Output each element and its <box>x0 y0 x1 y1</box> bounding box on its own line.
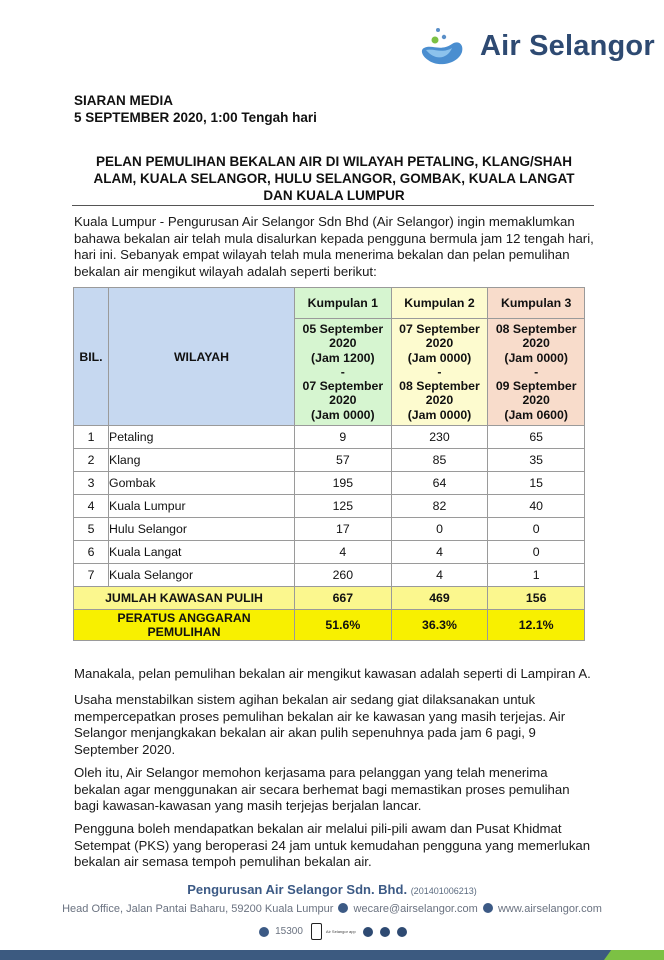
period-line: 2020 <box>329 393 357 408</box>
brand-name: Air Selangor <box>480 29 655 62</box>
col-header-kumpulan-2: Kumpulan 2 <box>391 288 488 319</box>
cell-k1: 17 <box>295 518 392 541</box>
paragraph-lampiran: Manakala, pelan pemulihan bekalan air mengikut kawasan adalah seperti di Lampiran A. <box>74 666 591 681</box>
email-icon <box>338 903 348 913</box>
total-row <box>74 587 585 610</box>
period-line: 08 September <box>495 321 577 336</box>
cell-k2: 4 <box>391 541 488 564</box>
cell-bil: 1 <box>74 426 109 449</box>
period-line: 07 September <box>302 379 384 394</box>
cell-k2: 230 <box>391 426 488 449</box>
twitter-icon[interactable] <box>397 927 407 937</box>
paragraph-pengguna: Pengguna boleh mendapatkan bekalan air melalui pili-pili awam dan Pusat Khidmat Setempat (PKS) yang beroperasi 24 jam untuk kemudahan pengguna yang memerlukan bekalan air semasa tempoh pemulihan bekalan air. <box>74 821 591 869</box>
company-name: Pengurusan Air Selangor Sdn. Bhd. <box>187 882 408 897</box>
paragraph-oleh-itu: Oleh itu, Air Selangor memohon kerjasama para pelanggan yang telah menerima bekalan agar menggunakan air secara berhemat bagi memastikan proses pemulihan bagi kawasan-kawasan yang masih terjejas berjalan lancar. <box>74 765 570 813</box>
cell-k1: 125 <box>295 495 392 518</box>
footer-company <box>0 882 664 897</box>
footer-bar-accent <box>604 950 664 960</box>
cell-bil: 3 <box>74 472 109 495</box>
period-kumpulan-3 <box>488 319 585 426</box>
cell-wilayah: Kuala Lumpur <box>109 495 295 518</box>
period-line: 08 September <box>399 379 480 394</box>
cell-k1: 4 <box>295 541 392 564</box>
total-k2: 469 <box>391 587 488 610</box>
period-line: (Jam 0000) <box>311 407 375 422</box>
percent-label <box>74 610 295 641</box>
cell-wilayah: Kuala Selangor <box>109 564 295 587</box>
period-line: (Jam 0000) <box>407 407 472 422</box>
table-row <box>74 495 585 518</box>
period-line: 2020 <box>522 336 550 351</box>
table-row <box>74 426 585 449</box>
period-line: 05 September <box>302 321 384 336</box>
press-header <box>74 92 317 126</box>
period-line: 2020 <box>425 336 454 351</box>
title-line: PELAN PEMULIHAN BEKALAN AIR DI WILAYAH PETALING, KLANG/SHAH <box>95 154 572 169</box>
period-line: (Jam 0000) <box>407 350 472 365</box>
cell-k3: 0 <box>488 518 585 541</box>
intro-paragraph: Kuala Lumpur - Pengurusan Air Selangor Sdn Bhd (Air Selangor) ingin memaklumkan bahawa bekalan air telah mula disalurkan kepada pengguna bermula jam 12 tengah hari, hari ini. Sebanyak empat wilayah telah mula menerima bekalan dan pelan pemulihan bekalan air mengikut wilayah adalah seperti berikut: <box>74 214 594 279</box>
percent-label-line: PEMULIHAN <box>147 625 221 639</box>
col-header-bil: BIL. <box>74 288 109 426</box>
total-label: JUMLAH KAWASAN PULIH <box>74 587 295 610</box>
percent-k1: 51.6% <box>295 610 392 641</box>
cell-bil: 4 <box>74 495 109 518</box>
globe-icon <box>483 903 493 913</box>
footer-icons <box>0 923 664 940</box>
period-line: 2020 <box>425 393 454 408</box>
cell-k3: 1 <box>488 564 585 587</box>
cell-k3: 40 <box>488 495 585 518</box>
percent-k2: 36.3% <box>391 610 488 641</box>
col-header-kumpulan-3: Kumpulan 3 <box>488 288 585 319</box>
cell-k2: 64 <box>391 472 488 495</box>
press-label: SIARAN MEDIA <box>74 93 174 108</box>
period-line: (Jam 0000) <box>504 350 568 365</box>
period-line: (Jam 1200) <box>311 350 375 365</box>
period-line: 2020 <box>329 336 357 351</box>
title-line: ALAM, KUALA SELANGOR, HULU SELANGOR, GOMBAK, KUALA LANGAT <box>93 171 575 186</box>
period-kumpulan-1 <box>295 319 392 426</box>
period-line: 2020 <box>522 393 550 408</box>
email-link[interactable]: wecare@airselangor.com <box>353 903 478 915</box>
cell-k3: 35 <box>488 449 585 472</box>
cell-wilayah: Klang <box>109 449 295 472</box>
cell-k3: 65 <box>488 426 585 449</box>
hotline: 15300 <box>275 926 303 937</box>
paragraph-usaha: Usaha menstabilkan sistem agihan bekalan air sedang giat dilaksanakan untuk mempercepatkan proses pemulihan bekalan air ke kawasan yang masih terjejas. Air Selangor menjangkakan bekalan air akan pulih sepenuhnya pada jam 6 pagi, 9 September 2020. <box>74 692 566 757</box>
title-divider <box>72 205 594 206</box>
address: Head Office, Jalan Pantai Baharu, 59200 Kuala Lumpur <box>62 903 334 915</box>
cell-bil: 6 <box>74 541 109 564</box>
cell-bil: 7 <box>74 564 109 587</box>
col-header-kumpulan-1: Kumpulan 1 <box>295 288 392 319</box>
cell-k1: 9 <box>295 426 392 449</box>
cell-k1: 57 <box>295 449 392 472</box>
cell-bil: 5 <box>74 518 109 541</box>
cell-k2: 4 <box>391 564 488 587</box>
table-row <box>74 472 585 495</box>
phone-icon <box>259 927 269 937</box>
percent-row <box>74 610 585 641</box>
period-line: - <box>340 364 345 379</box>
website-link[interactable]: www.airselangor.com <box>497 903 602 915</box>
period-line: (Jam 0600) <box>504 407 568 422</box>
table-row <box>74 541 585 564</box>
cell-k2: 85 <box>391 449 488 472</box>
cell-k1: 260 <box>295 564 392 587</box>
period-kumpulan-2 <box>391 319 488 426</box>
period-line: - <box>437 364 442 379</box>
air-selangor-logo <box>418 22 655 70</box>
table-row <box>74 449 585 472</box>
total-k1: 667 <box>295 587 392 610</box>
cell-wilayah: Kuala Langat <box>109 541 295 564</box>
col-header-wilayah: WILAYAH <box>109 288 295 426</box>
press-title <box>74 153 594 204</box>
instagram-icon[interactable] <box>380 927 390 937</box>
period-line: 09 September <box>495 379 577 394</box>
cell-bil: 2 <box>74 449 109 472</box>
table-row <box>74 518 585 541</box>
cell-k2: 82 <box>391 495 488 518</box>
footer-bar <box>0 950 664 960</box>
recovery-plan-table <box>73 287 585 641</box>
water-drop-wave-icon <box>418 22 478 70</box>
press-datetime: 5 SEPTEMBER 2020, 1:00 Tengah hari <box>74 110 317 125</box>
period-line: 07 September <box>399 321 480 336</box>
cell-k1: 195 <box>295 472 392 495</box>
cell-k3: 15 <box>488 472 585 495</box>
footer-contact <box>0 903 664 915</box>
cell-wilayah: Gombak <box>109 472 295 495</box>
table-row <box>74 564 585 587</box>
title-line: DAN KUALA LUMPUR <box>263 188 405 203</box>
percent-label-line: PERATUS ANGGARAN <box>117 611 251 625</box>
app-label: Air Selangor app <box>325 929 356 934</box>
facebook-icon[interactable] <box>363 927 373 937</box>
percent-k3: 12.1% <box>488 610 585 641</box>
mobile-app-icon <box>311 923 322 940</box>
company-reg-no: (201401006213) <box>410 886 477 896</box>
cell-k3: 0 <box>488 541 585 564</box>
cell-wilayah: Hulu Selangor <box>109 518 295 541</box>
total-k3: 156 <box>488 587 585 610</box>
period-line: - <box>534 364 539 379</box>
cell-k2: 0 <box>391 518 488 541</box>
cell-wilayah: Petaling <box>109 426 295 449</box>
